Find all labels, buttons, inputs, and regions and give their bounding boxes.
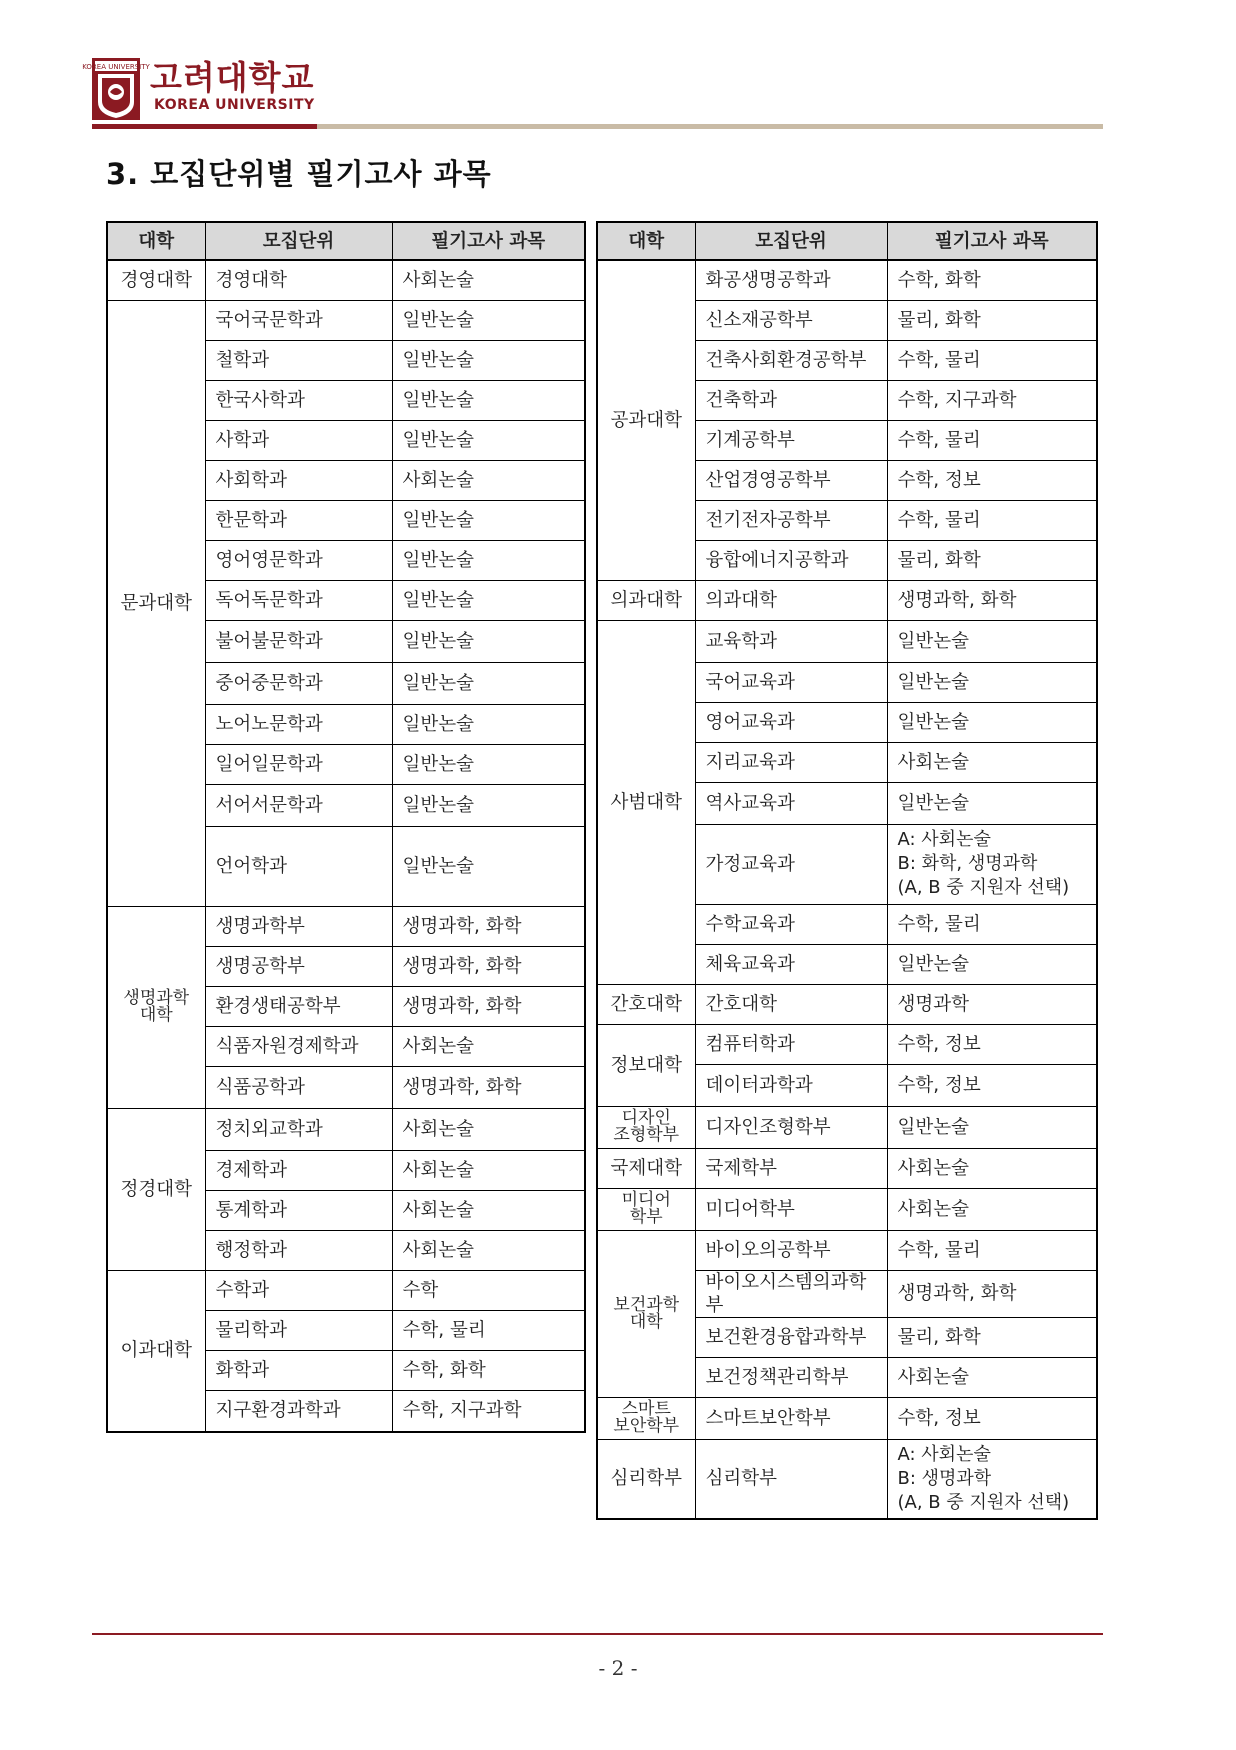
college-cell [597, 1106, 695, 1148]
unit-cell: 산업경영공학부 [695, 460, 887, 500]
subject-cell: 물리, 화학 [887, 1317, 1097, 1357]
table-row [597, 260, 1097, 300]
unit-cell: 수학과 [205, 1270, 392, 1310]
college-cell: 이과대학 [107, 1270, 205, 1432]
college-cell [597, 1397, 695, 1439]
unit-cell: 식품자원경제학과 [205, 1026, 392, 1066]
column-header-college: 대학 [107, 222, 205, 260]
subject-cell: 수학 [392, 1270, 585, 1310]
unit-cell: 중어중문학과 [205, 662, 392, 704]
college-cell-line: 학부 [629, 1207, 663, 1227]
unit-cell: 기계공학부 [695, 420, 887, 460]
table-row [597, 1148, 1097, 1188]
subject-cell: 사회논술 [887, 742, 1097, 782]
unit-cell: 노어노문학과 [205, 704, 392, 744]
page-header [82, 58, 1102, 124]
page-number: - 2 - [598, 1656, 638, 1680]
subject-cell: 사회논술 [887, 1188, 1097, 1230]
subject-cell: 수학, 정보 [887, 1024, 1097, 1064]
college-cell [597, 1230, 695, 1397]
subject-cell: 수학, 물리 [887, 904, 1097, 944]
college-cell-line: 보건과학 [613, 1294, 680, 1315]
subject-cell: 수학, 정보 [887, 1397, 1097, 1439]
table-row [107, 300, 585, 340]
logo-english: KOREA UNIVERSITY [154, 97, 315, 113]
unit-cell: 바이오시스템의과학부 [695, 1270, 887, 1317]
unit-cell: 지리교육과 [695, 742, 887, 782]
subject-cell: 생명과학, 화학 [887, 580, 1097, 620]
column-header-unit: 모집단위 [205, 222, 392, 260]
unit-cell: 역사교육과 [695, 782, 887, 824]
unit-cell: 국어국문학과 [205, 300, 392, 340]
left-subject-table [106, 221, 586, 1433]
unit-cell: 사회학과 [205, 460, 392, 500]
subject-cell-line: A: 사회논술 [897, 829, 991, 850]
unit-cell: 수학교육과 [695, 904, 887, 944]
subject-cell: 일반논술 [392, 662, 585, 704]
university-emblem-icon [82, 58, 150, 120]
unit-cell: 화공생명공학과 [695, 260, 887, 300]
subject-cell: 사회논술 [392, 260, 585, 300]
college-cell-line: 대학 [629, 1311, 663, 1332]
unit-cell: 국어교육과 [695, 662, 887, 702]
section-title: 3. 모집단위별 필기고사 과목 [106, 157, 492, 191]
subject-cell: 일반논술 [887, 702, 1097, 742]
subject-cell: 생명과학, 화학 [392, 986, 585, 1026]
table-row [597, 580, 1097, 620]
subject-cell: 수학, 지구과학 [887, 380, 1097, 420]
unit-cell: 화학과 [205, 1350, 392, 1390]
college-cell: 간호대학 [597, 984, 695, 1024]
unit-cell: 의과대학 [695, 580, 887, 620]
unit-cell: 국제학부 [695, 1148, 887, 1188]
unit-cell: 생명공학부 [205, 946, 392, 986]
column-header-subject: 필기고사 과목 [392, 222, 585, 260]
subject-cell: 물리, 화학 [887, 540, 1097, 580]
unit-cell: 보건정책관리학부 [695, 1357, 887, 1397]
subject-cell: 일반논술 [392, 744, 585, 784]
college-cell: 심리학부 [597, 1439, 695, 1519]
subject-cell-line: (A, B 중 지원자 선택) [897, 1491, 1070, 1513]
college-cell [597, 1188, 695, 1230]
college-cell: 의과대학 [597, 580, 695, 620]
unit-cell: 컴퓨터학과 [695, 1024, 887, 1064]
subject-cell: 일반논술 [392, 420, 585, 460]
table-row [107, 1108, 585, 1150]
unit-cell: 디자인조형학부 [695, 1106, 887, 1148]
subject-cell: 사회논술 [392, 460, 585, 500]
subject-cell: 일반논술 [392, 300, 585, 340]
logo-korean: 고려대학교 [150, 58, 315, 97]
unit-cell: 지구환경과학과 [205, 1390, 392, 1432]
unit-cell: 경영대학 [205, 260, 392, 300]
table-row [597, 620, 1097, 662]
subject-cell [887, 1439, 1097, 1519]
subject-cell: 수학, 물리 [392, 1310, 585, 1350]
subject-cell: 일반논술 [392, 380, 585, 420]
column-header-college: 대학 [597, 222, 695, 260]
subject-cell: 생명과학, 화학 [887, 1270, 1097, 1317]
unit-cell: 영어교육과 [695, 702, 887, 742]
subject-cell: 일반논술 [887, 782, 1097, 824]
subject-cell: 생명과학, 화학 [392, 1066, 585, 1108]
emblem-text: KOREA UNIVERSITY [82, 63, 150, 71]
college-cell [107, 906, 205, 1108]
unit-cell: 영어영문학과 [205, 540, 392, 580]
subject-cell: 일반논술 [392, 826, 585, 906]
unit-cell: 교육학과 [695, 620, 887, 662]
unit-cell: 전기전자공학부 [695, 500, 887, 540]
unit-cell: 일어일문학과 [205, 744, 392, 784]
subject-cell: 생명과학, 화학 [392, 906, 585, 946]
college-cell-line: 미디어 [621, 1190, 671, 1210]
subject-cell: 일반논술 [887, 620, 1097, 662]
unit-cell: 스마트보안학부 [695, 1397, 887, 1439]
unit-cell: 철학과 [205, 340, 392, 380]
subject-cell: 생명과학, 화학 [392, 946, 585, 986]
college-cell: 정경대학 [107, 1108, 205, 1270]
subject-cell: 일반논술 [392, 784, 585, 826]
unit-cell: 경제학과 [205, 1150, 392, 1190]
column-header-subject: 필기고사 과목 [887, 222, 1097, 260]
unit-cell: 서어서문학과 [205, 784, 392, 826]
subject-cell: 일반논술 [887, 662, 1097, 702]
subject-cell: 사회논술 [392, 1108, 585, 1150]
subject-cell: 사회논술 [392, 1150, 585, 1190]
college-cell: 문과대학 [107, 300, 205, 906]
table-row [597, 1024, 1097, 1064]
unit-cell: 가정교육과 [695, 824, 887, 904]
subject-cell: 일반논술 [392, 620, 585, 662]
college-cell-line: 생명과학 [123, 988, 190, 1008]
subject-cell: 일반논술 [392, 540, 585, 580]
unit-cell: 사학과 [205, 420, 392, 460]
unit-cell: 통계학과 [205, 1190, 392, 1230]
college-cell: 공과대학 [597, 260, 695, 580]
subject-cell: 수학, 물리 [887, 500, 1097, 540]
table-row [107, 1270, 585, 1310]
unit-cell: 언어학과 [205, 826, 392, 906]
unit-cell: 신소재공학부 [695, 300, 887, 340]
unit-cell: 데이터과학과 [695, 1064, 887, 1106]
subject-cell: 사회논술 [392, 1230, 585, 1270]
unit-cell: 불어불문학과 [205, 620, 392, 662]
subject-cell: 수학, 지구과학 [392, 1390, 585, 1432]
subject-cell: 일반논술 [392, 704, 585, 744]
subject-cell: 물리, 화학 [887, 300, 1097, 340]
college-cell-line: 보안학부 [613, 1416, 680, 1436]
unit-cell: 건축학과 [695, 380, 887, 420]
unit-cell: 생명과학부 [205, 906, 392, 946]
unit-cell: 미디어학부 [695, 1188, 887, 1230]
unit-cell: 체육교육과 [695, 944, 887, 984]
unit-cell: 건축사회환경공학부 [695, 340, 887, 380]
subject-cell [887, 824, 1097, 904]
unit-cell: 바이오의공학부 [695, 1230, 887, 1270]
unit-cell: 보건환경융합과학부 [695, 1317, 887, 1357]
college-cell-line: 대학 [139, 1005, 173, 1025]
table-row [597, 1230, 1097, 1270]
unit-cell: 행정학과 [205, 1230, 392, 1270]
subject-cell: 생명과학 [887, 984, 1097, 1024]
column-header-unit: 모집단위 [695, 222, 887, 260]
college-cell: 국제대학 [597, 1148, 695, 1188]
unit-cell: 정치외교학과 [205, 1108, 392, 1150]
subject-cell: 사회논술 [887, 1148, 1097, 1188]
subject-cell: 수학, 물리 [887, 340, 1097, 380]
unit-cell: 식품공학과 [205, 1066, 392, 1108]
subject-cell: 수학, 정보 [887, 460, 1097, 500]
header-divider-accent [92, 124, 317, 129]
subject-cell: 일반논술 [392, 580, 585, 620]
table-row [107, 260, 585, 300]
unit-cell: 심리학부 [695, 1439, 887, 1519]
unit-cell: 융합에너지공학과 [695, 540, 887, 580]
college-cell-line: 디자인 [621, 1108, 671, 1128]
college-cell-line: 조형학부 [613, 1125, 680, 1145]
right-subject-table [596, 221, 1098, 1520]
college-cell-line: 스마트 [621, 1399, 671, 1419]
table-row [597, 984, 1097, 1024]
unit-cell: 간호대학 [695, 984, 887, 1024]
subject-cell: 수학, 물리 [887, 1230, 1097, 1270]
unit-cell: 독어독문학과 [205, 580, 392, 620]
subject-cell: 수학, 물리 [887, 420, 1097, 460]
subject-cell-line: (A, B 중 지원자 선택) [897, 877, 1070, 898]
college-cell: 정보대학 [597, 1024, 695, 1106]
table-row [597, 1106, 1097, 1148]
subject-cell-line: A: 사회논술 [897, 1443, 991, 1465]
unit-cell: 환경생태공학부 [205, 986, 392, 1026]
subject-cell: 사회논술 [392, 1026, 585, 1066]
subject-cell: 일반논술 [887, 1106, 1097, 1148]
unit-cell: 한문학과 [205, 500, 392, 540]
table-row [597, 1188, 1097, 1230]
college-cell: 사범대학 [597, 620, 695, 984]
subject-cell: 일반논술 [392, 500, 585, 540]
subject-cell-line: B: 화학, 생명과학 [897, 853, 1038, 874]
subject-cell: 수학, 화학 [392, 1350, 585, 1390]
subject-cell: 수학, 화학 [887, 260, 1097, 300]
subject-cell: 일반논술 [887, 944, 1097, 984]
table-row [597, 1397, 1097, 1439]
subject-cell: 일반논술 [392, 340, 585, 380]
subject-cell: 수학, 정보 [887, 1064, 1097, 1106]
subject-cell: 사회논술 [392, 1190, 585, 1230]
unit-cell: 물리학과 [205, 1310, 392, 1350]
table-row [107, 906, 585, 946]
table-row [597, 1439, 1097, 1519]
footer-divider [92, 1633, 1103, 1635]
college-cell: 경영대학 [107, 260, 205, 300]
subject-cell: 사회논술 [887, 1357, 1097, 1397]
subject-cell-line: B: 생명과학 [897, 1467, 992, 1489]
unit-cell: 한국사학과 [205, 380, 392, 420]
